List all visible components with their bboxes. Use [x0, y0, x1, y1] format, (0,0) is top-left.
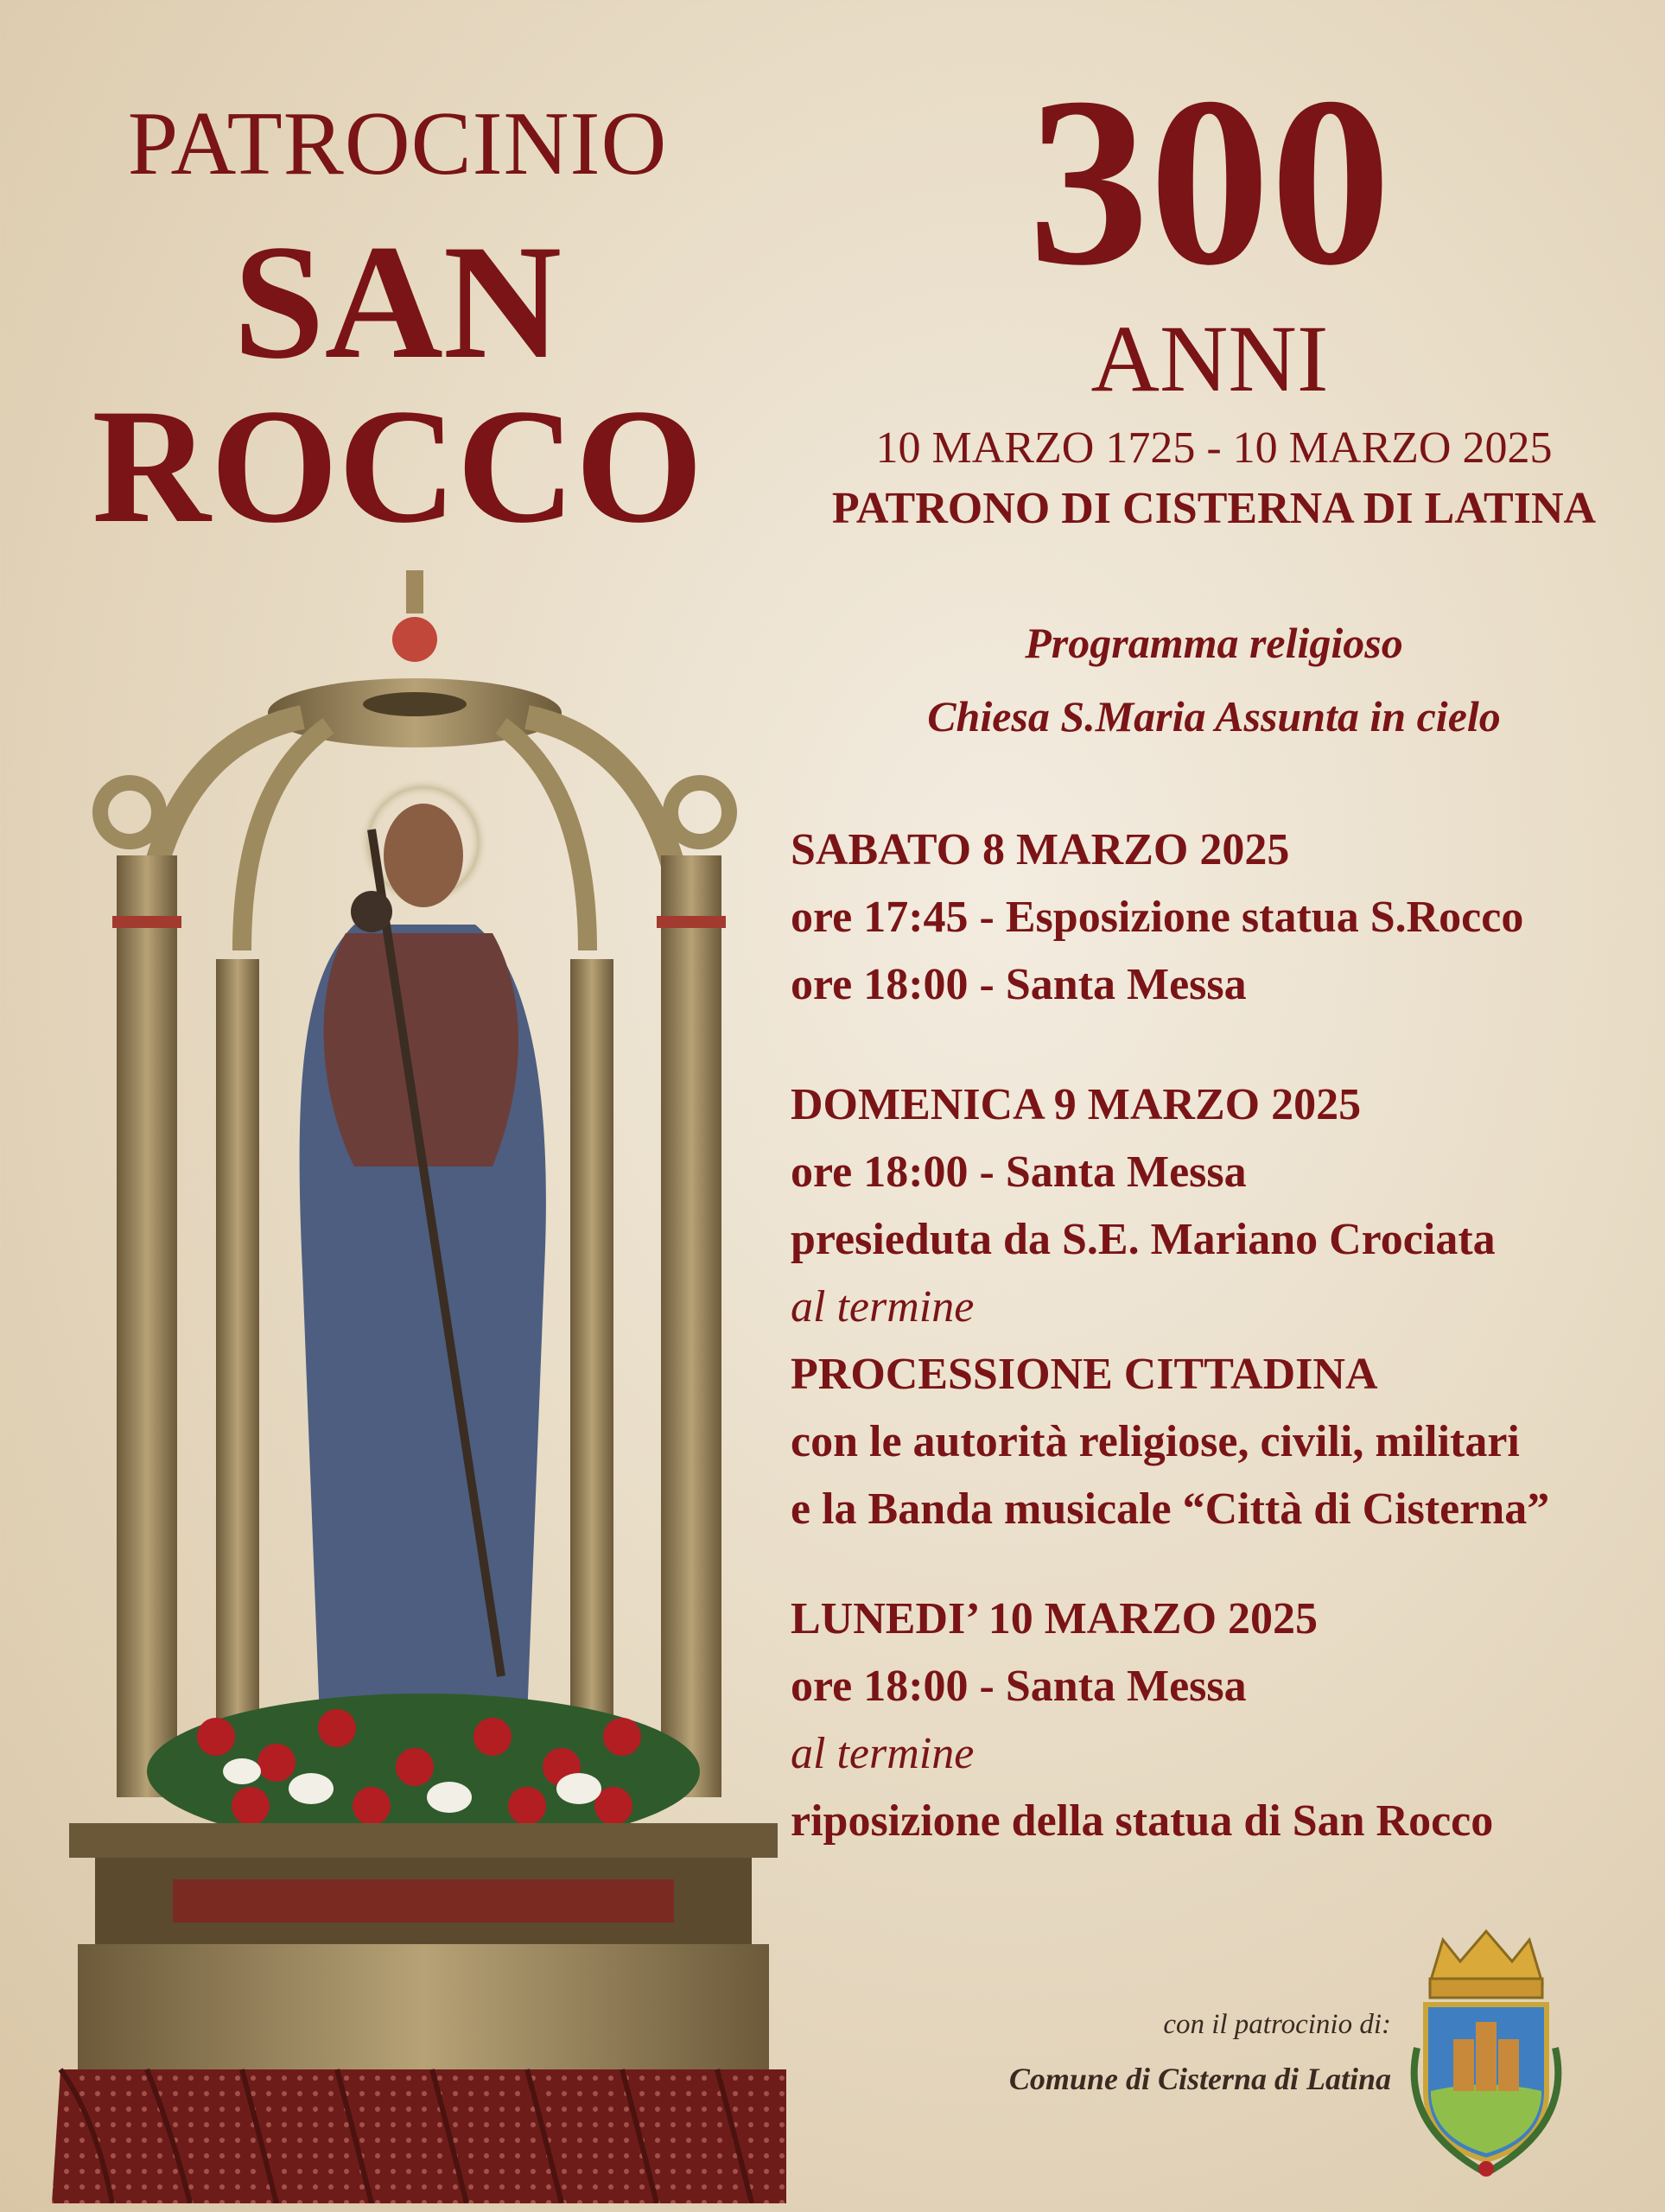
monday-reposition: riposizione della statua di San Rocco — [791, 1796, 1494, 1846]
patronage-comune: Comune di Cisterna di Latina — [1008, 2062, 1391, 2096]
saturday-day: SABATO 8 MARZO 2025 — [791, 825, 1290, 874]
sunday-authorities: con le autorità religiose, civili, militari — [791, 1417, 1520, 1466]
title-rocco: ROCCO — [92, 376, 703, 557]
saturday-line: ore 17:45 - Esposizione statua S.Rocco — [791, 893, 1524, 942]
church-name: Chiesa S.Maria Assunta in cielo — [927, 692, 1501, 741]
coat-of-arms-icon — [1400, 1918, 1573, 2177]
sunday-mass: ore 18:00 - Santa Messa — [791, 1147, 1247, 1197]
monday-al-termine: al termine — [791, 1729, 975, 1778]
sunday-presider: presieduta da S.E. Mariano Crociata — [791, 1215, 1496, 1264]
saturday-line: ore 18:00 - Santa Messa — [791, 960, 1247, 1009]
patronage-label: con il patrocinio di: — [1163, 2009, 1391, 2040]
sunday-band: e la Banda musicale “Città di Cisterna” — [791, 1484, 1550, 1534]
monday-mass: ore 18:00 - Santa Messa — [791, 1662, 1247, 1711]
san-rocco-statue-image — [43, 562, 804, 2203]
programma-title: Programma religioso — [1025, 619, 1403, 667]
schedule-monday — [791, 1586, 1655, 1855]
patrocinio-heading: PATROCINIO — [127, 92, 668, 194]
title-san: SAN — [232, 212, 562, 393]
anniversary-dates: 10 MARZO 1725 - 10 MARZO 2025 — [875, 423, 1553, 473]
sunday-procession: PROCESSIONE CITTADINA — [791, 1350, 1378, 1399]
patrono-line: PATRONO DI CISTERNA DI LATINA — [831, 484, 1597, 533]
schedule-sunday — [791, 1071, 1655, 1543]
anniversary-number: 300 — [1028, 47, 1391, 315]
sunday-al-termine: al termine — [791, 1282, 975, 1332]
monday-day: LUNEDI’ 10 MARZO 2025 — [791, 1594, 1319, 1643]
sunday-day: DOMENICA 9 MARZO 2025 — [791, 1080, 1362, 1129]
schedule-saturday — [791, 817, 1655, 1019]
anniversary-word: ANNI — [1090, 306, 1329, 411]
